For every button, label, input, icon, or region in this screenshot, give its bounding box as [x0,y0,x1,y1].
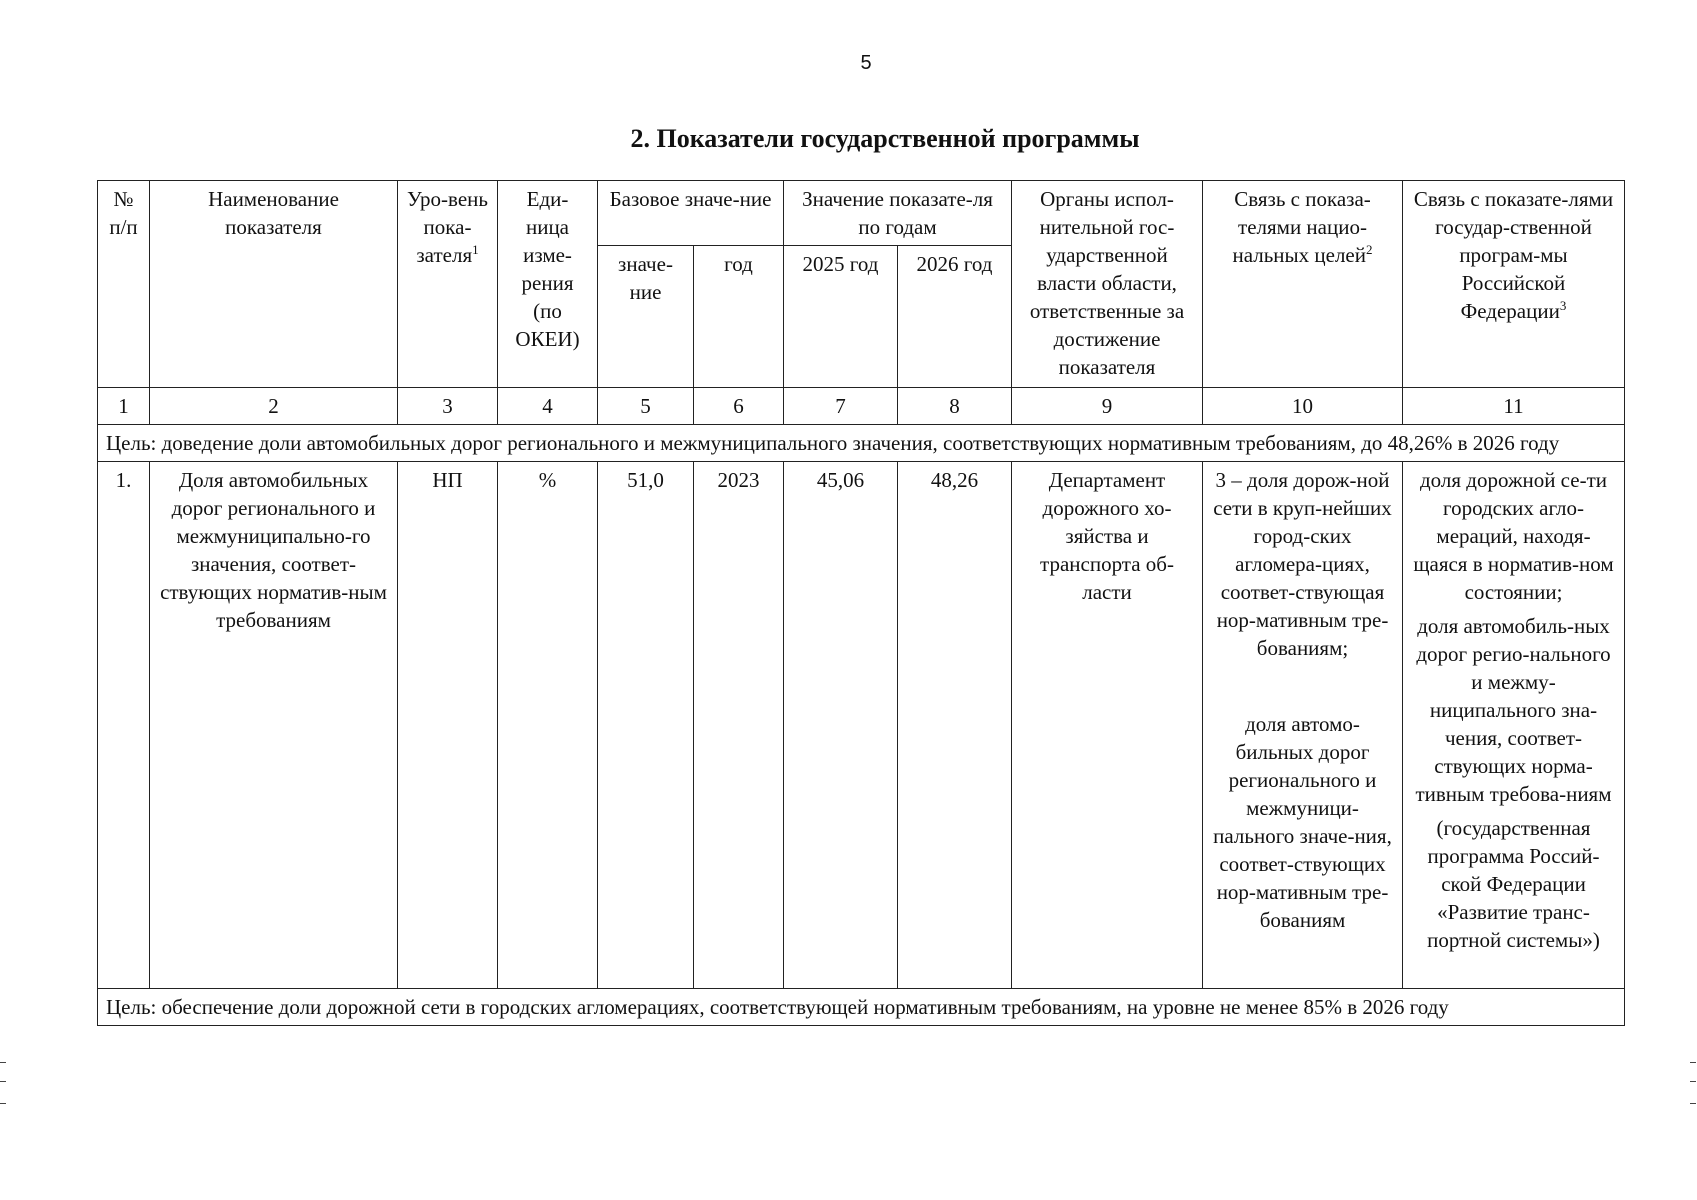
footnote-ref-2: 2 [1366,242,1373,257]
federal-program-name: (государственная программа Россий-ской Федерации «Развитие транс-портной системы») [1427,816,1600,952]
header-unit: Еди-ница изме-рения (по ОКЕИ) [498,181,598,388]
header-national-goals [1203,181,1403,388]
header-federal-program [1403,181,1625,388]
goal-1: Цель: доведение доли автомобильных дорог регионального и межмуниципального значения, соответствующих нормативным требованиям, до 48,26% в 2026 году [98,425,1625,462]
header-base-year: год [694,246,784,388]
value-2025: 45,06 [784,462,898,989]
header-base-group: Базовое значе-ние [598,181,784,246]
column-number: 11 [1403,388,1625,425]
column-number: 3 [398,388,498,425]
value-2026: 48,26 [898,462,1012,989]
national-goal-2: доля автомо-бильных дорог регионального и межмуници-пального значе-ния, соответ-ствующих нор-мативным тре-бованиям [1213,712,1392,932]
header-base-value: значе-ние [598,246,694,388]
spacer [1211,668,1394,710]
base-value: 51,0 [598,462,694,989]
page-number: 5 [860,52,872,74]
goal-row [98,989,1625,1026]
column-number: 4 [498,388,598,425]
column-number: 6 [694,388,784,425]
row-num: 1. [98,462,150,989]
column-number: 5 [598,388,694,425]
header-national-goals-text: Связь с показа-телями нацио-нальных целей [1232,187,1371,267]
indicator-unit: % [498,462,598,989]
header-federal-program-text: Связь с показате-лями государ-ственной програм-мы Российской Федерации [1413,187,1614,323]
header-years-group: Значение показате-ля по годам [784,181,1012,246]
right-margin-mark [1690,1062,1696,1104]
header-row [98,181,1625,246]
header-level-text: Уро-вень пока-зателя [407,187,488,267]
left-margin-mark [0,1062,6,1104]
column-number: 8 [898,388,1012,425]
goal-row [98,425,1625,462]
national-goals-cell [1203,462,1403,989]
header-num: № п/п [98,181,150,388]
section-title: 2. Показатели государственной программы [630,124,1140,153]
indicators-table [97,180,1625,1026]
header-year-2026: 2026 год [898,246,1012,388]
header-authorities: Органы испол-нительной гос-ударственной власти области, ответственные за достижение показателя [1012,181,1203,388]
federal-indicator-2: доля автомобиль-ных дорог регио-нального и межму-ниципального зна-чения, соответ-ствующих норма-тивным требова-ниям [1415,614,1612,806]
goal-2: Цель: обеспечение доли дорожной сети в городских агломерациях, соответствующей нормативным требованиям, на уровне не менее 85% в 2026 году [98,989,1625,1026]
column-number: 9 [1012,388,1203,425]
footnote-ref-1: 1 [472,242,479,257]
federal-indicator-1: доля дорожной се-ти городских агло-мераций, находя-щаяся в норматив-ном состоянии; [1413,468,1614,604]
header-level [398,181,498,388]
footnote-ref-3: 3 [1559,298,1567,313]
header-name: Наименование показателя [150,181,398,388]
column-numbers-row [98,388,1625,425]
column-number: 7 [784,388,898,425]
column-number: 1 [98,388,150,425]
federal-program-cell [1403,462,1625,989]
national-goal-1: 3 – доля дорож-ной сети в круп-нейших город-ских агломера-циях, соответ-ствующая нор-мативным тре-бованиям; [1213,468,1392,660]
responsible-authority: Департамент дорожного хо-зяйства и транспорта об-ласти [1012,462,1203,989]
base-year: 2023 [694,462,784,989]
column-number: 2 [150,388,398,425]
column-number: 10 [1203,388,1403,425]
header-year-2025: 2025 год [784,246,898,388]
indicator-level: НП [398,462,498,989]
indicator-name: Доля автомобильных дорог регионального и межмуниципально-го значения, соответ-ствующих норматив-ным требованиям [150,462,398,989]
indicator-row [98,462,1625,989]
